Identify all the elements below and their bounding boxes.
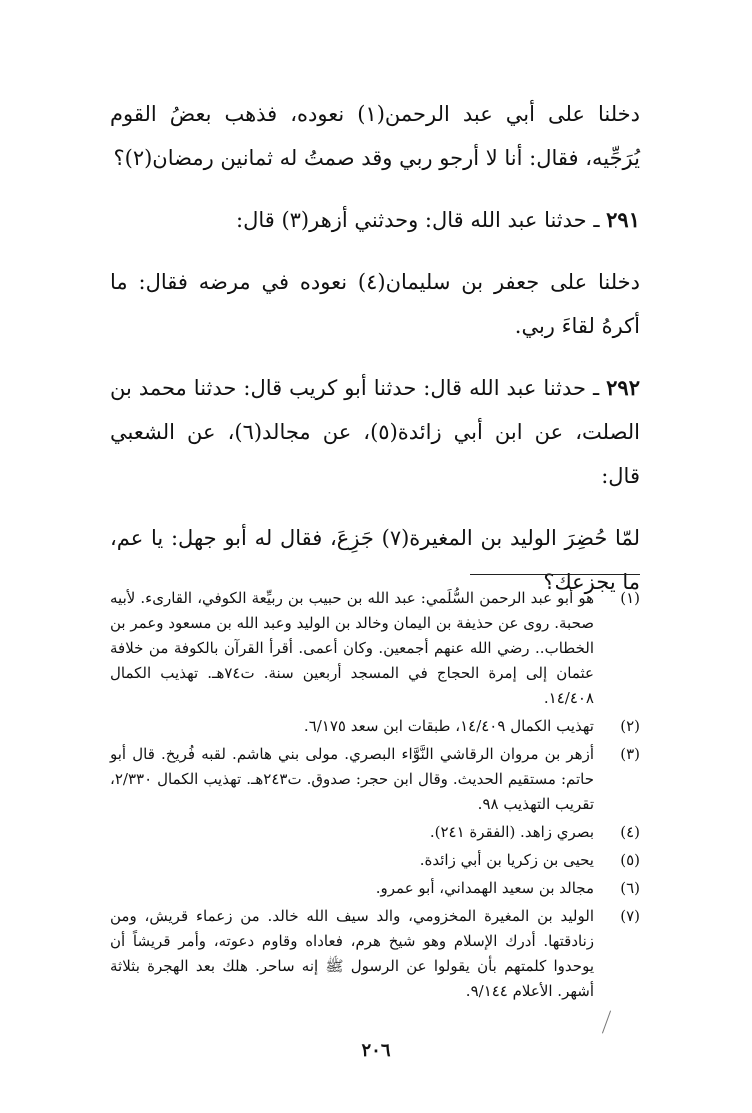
footnote-text: أزهر بن مروان الرقاشي النَّوَّاء البصري. مولى بني هاشم. لقبه فُريخ. قال أبو حاتم: مستقيم الحديث. وقال ابن حجر: صدوق. ت٢٤٣هـ. تهذيب الكمال ٢/٣٣٠، تقريب التهذيب ٩٨. [110, 745, 594, 813]
footnote-4 [110, 820, 640, 845]
footnote-1 [110, 586, 640, 711]
footnote-text: يحيى بن زكريا بن أبي زائدة. [419, 851, 594, 869]
footnote-separator [470, 574, 640, 575]
paragraph-4-text: ـ حدثنا عبد الله قال: حدثنا أبو كريب قال: حدثنا محمد بن الصلت، عن ابن أبي زائدة(٥)، عن مجالد(٦)، عن الشعبي قال: [110, 376, 641, 488]
hadith-number-291: ٢٩١ [606, 207, 640, 232]
footnote-number: (٤) [620, 823, 640, 841]
footnotes [110, 586, 640, 1007]
footnote-3 [110, 742, 640, 817]
paragraph-1-text: دخلنا على أبي عبد الرحمن(١) نعوده، فذهب بعضُ القوم يُرَجِّيه، فقال: أنا لا أرجو ربي وقد صمتُ له ثمانين رمضان(٢)؟ [110, 102, 641, 170]
footnote-number: (١) [620, 589, 640, 607]
footnote-text: الوليد بن المغيرة المخزومي، والد سيف الله خالد. من زعماء قريش، ومن زنادقتها. أدرك الإسلام وهو شيخ هرم، فعاداه وقاوم دعوته، وأمر قريشاً أن يوحدوا كلمتهم بأن يقولوا عن الرسول ﷺ إنه ساحر. هلك بعد الهجرة بثلاثة أشهر. الأعلام ٩/١٤٤. [110, 907, 594, 1000]
footnote-6 [110, 876, 640, 901]
hadith-number-292: ٢٩٢ [606, 375, 640, 400]
footnote-text: بصري زاهد. (الفقرة ٢٤١). [429, 823, 594, 841]
paragraph-1 [110, 92, 640, 180]
footnote-number: (٣) [620, 745, 640, 763]
footnote-number: (٦) [620, 879, 640, 897]
page-number: ٢٠٦ [361, 1040, 391, 1061]
footnote-text: هو أبو عبد الرحمن السُّلَمي: عبد الله بن حبيب بن ربيِّعة الكوفي، القارىء. لأبيه صحبة. روى عن حذيفة بن اليمان وخالد بن الوليد وعبد الله بن مسعود وعمر بن الخطاب.. رضي الله عنهم أجمعين. وكان أعمى. أقرأ القرآن بالكوفة من خلافة عثمان إلى إمرة الحجاج في المسجد أربعين سنة. ت٧٤هـ. تهذيب الكمال ١٤/٤٠٨. [110, 589, 594, 707]
paragraph-5-text: لمّا حُضِرَ الوليد بن المغيرة(٧) جَزِعَ، فقال له أبو جهل: يا عم، ما يجزعك؟ [110, 526, 640, 594]
paragraph-4 [110, 366, 640, 498]
paragraph-3-text: دخلنا على جعفر بن سليمان(٤) نعوده في مرضه فقال: ما أكرهُ لقاءَ ربي. [110, 270, 640, 338]
paragraph-3 [110, 260, 640, 348]
pencil-mark [602, 1011, 611, 1034]
footnote-5 [110, 848, 640, 873]
footnote-number: (٧) [620, 907, 640, 925]
footnote-7 [110, 904, 640, 1004]
paragraph-2 [110, 198, 640, 242]
paragraph-2-text: ـ حدثنا عبد الله قال: وحدثني أزهر(٣) قال: [236, 208, 607, 232]
footnote-text: مجالد بن سعيد الهمداني، أبو عمرو. [375, 879, 594, 897]
footnote-2 [110, 714, 640, 739]
main-text [110, 92, 640, 604]
footnote-number: (٥) [620, 851, 640, 869]
footnote-text: تهذيب الكمال ١٤/٤٠٩، طبقات ابن سعد ٦/١٧٥. [303, 717, 594, 735]
footnote-number: (٢) [620, 717, 640, 735]
